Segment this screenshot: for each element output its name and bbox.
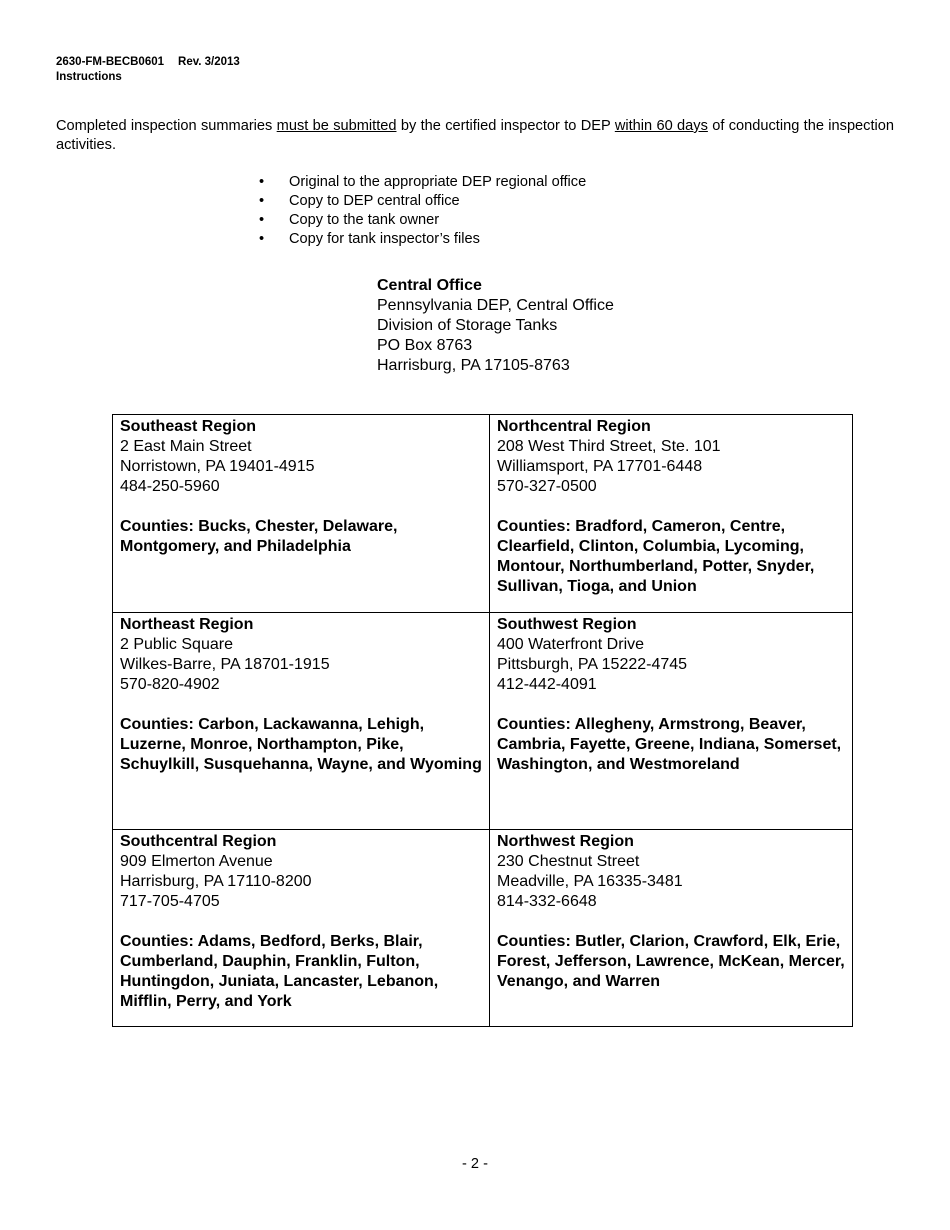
region-street: 400 Waterfront Drive [497, 636, 645, 653]
list-item-text: Copy for tank inspector’s files [289, 231, 480, 247]
regional-offices-table [112, 414, 853, 1027]
table-row [113, 613, 853, 830]
region-phone: 412-442-4091 [497, 676, 597, 693]
form-header [56, 55, 240, 85]
central-office-line: Harrisburg, PA 17105-8763 [377, 357, 570, 374]
distribution-list [259, 173, 586, 249]
central-office-title: Central Office [377, 277, 482, 294]
region-name: Southeast Region [120, 418, 257, 435]
region-counties: Counties: Bucks, Chester, Delaware, Montgomery, and Philadelphia [120, 518, 398, 555]
list-item-text: Copy to the tank owner [289, 212, 440, 228]
region-city: Meadville, PA 16335-3481 [497, 873, 683, 890]
region-city: Harrisburg, PA 17110-8200 [120, 873, 312, 890]
central-office-line: Division of Storage Tanks [377, 317, 558, 334]
region-phone: 814-332-6648 [497, 893, 597, 910]
intro-text-3: of conducting the inspection activities. [56, 118, 895, 153]
region-street: 2 Public Square [120, 636, 233, 653]
region-phone: 570-327-0500 [497, 478, 597, 495]
region-street: 909 Elmerton Avenue [120, 853, 273, 870]
page-number: - 2 - [462, 1156, 488, 1172]
list-item [259, 192, 586, 211]
list-item [259, 211, 586, 230]
region-counties: Counties: Bradford, Cameron, Centre, Clearfield, Clinton, Columbia, Lycoming, Montour, Northumberland, Potter, Snyder, Sullivan, Tioga, and Union [497, 518, 815, 595]
region-name: Southwest Region [497, 616, 637, 633]
region-phone: 484-250-5960 [120, 478, 220, 495]
region-cell-southwest [490, 613, 853, 830]
region-city: Pittsburgh, PA 15222-4745 [497, 656, 688, 673]
region-name: Northcentral Region [497, 418, 651, 435]
intro-text-2: by the certified inspector to DEP [396, 118, 615, 134]
region-counties: Counties: Adams, Bedford, Berks, Blair, Cumberland, Dauphin, Franklin, Fulton, Huntingdon, Juniata, Lancaster, Lebanon, Mifflin, Perry, and York [120, 933, 439, 1010]
region-cell-southcentral [113, 830, 490, 1027]
intro-paragraph [56, 117, 894, 155]
intro-underline-2: within 60 days [614, 118, 708, 134]
region-counties: Counties: Carbon, Lackawanna, Lehigh, Luzerne, Monroe, Northampton, Pike, Schuylkill, Susquehanna, Wayne, and Wyoming [120, 716, 482, 773]
region-cell-southeast [113, 415, 490, 613]
region-name: Southcentral Region [120, 833, 277, 850]
region-name: Northwest Region [497, 833, 634, 850]
bullet-icon: • [259, 212, 265, 228]
region-cell-northeast [113, 613, 490, 830]
bullet-icon: • [259, 174, 265, 190]
region-phone: 717-705-4705 [120, 893, 220, 910]
list-item [259, 173, 586, 192]
region-city: Williamsport, PA 17701-6448 [497, 458, 703, 475]
region-name: Northeast Region [120, 616, 254, 633]
table-row [113, 415, 853, 613]
intro-underline-1: must be submitted [276, 118, 397, 134]
region-counties: Counties: Allegheny, Armstrong, Beaver, Cambria, Fayette, Greene, Indiana, Somerset, Washington, and Westmoreland [497, 716, 842, 773]
region-city: Wilkes-Barre, PA 18701-1915 [120, 656, 330, 673]
central-office-address [377, 276, 614, 376]
region-street: 2 East Main Street [120, 438, 252, 455]
intro-text-1: Completed inspection summaries [56, 118, 277, 134]
bullet-icon: • [259, 231, 265, 247]
region-street: 208 West Third Street, Ste. 101 [497, 438, 721, 455]
region-cell-northcentral [490, 415, 853, 613]
list-item-text: Copy to DEP central office [289, 193, 460, 209]
form-code: 2630-FM-BECB0601 [56, 56, 165, 68]
list-item-text: Original to the appropriate DEP regional office [289, 174, 587, 190]
region-street: 230 Chestnut Street [497, 853, 640, 870]
region-city: Norristown, PA 19401-4915 [120, 458, 315, 475]
table-row [113, 830, 853, 1027]
list-item [259, 230, 586, 249]
central-office-line: PO Box 8763 [377, 337, 473, 354]
central-office-line: Pennsylvania DEP, Central Office [377, 297, 614, 314]
bullet-icon: • [259, 193, 265, 209]
form-revision: Rev. 3/2013 [178, 56, 240, 68]
region-counties: Counties: Butler, Clarion, Crawford, Elk, Erie, Forest, Jefferson, Lawrence, McKean, Mercer, Venango, and Warren [497, 933, 845, 990]
region-phone: 570-820-4902 [120, 676, 220, 693]
form-subtitle: Instructions [56, 71, 122, 83]
region-cell-northwest [490, 830, 853, 1027]
